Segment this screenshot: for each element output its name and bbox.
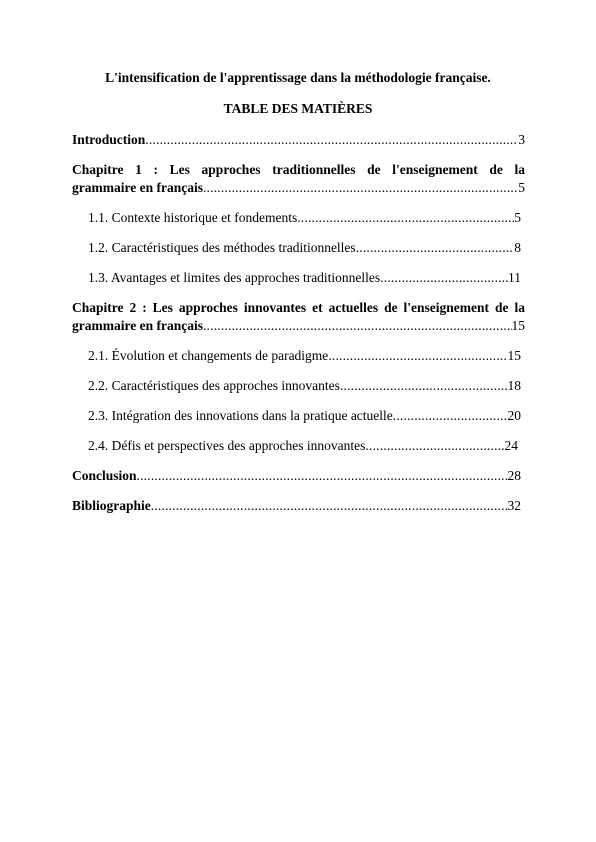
toc-entry-label: Conclusion xyxy=(72,468,137,483)
toc-entry-chapter2[interactable] xyxy=(72,317,525,335)
toc-page-number: 24 xyxy=(504,438,518,453)
toc-entry-label: 2.4. Défis et perspectives des approches innovantes xyxy=(88,438,366,453)
toc-entry-2-4[interactable] xyxy=(88,437,518,455)
toc-heading: TABLE DES MATIÈRES xyxy=(223,101,373,116)
toc-dot-leader xyxy=(393,407,508,425)
toc-dot-leader xyxy=(340,377,508,395)
toc-entry-label: Introduction xyxy=(72,132,146,147)
toc-dot-leader xyxy=(151,497,508,515)
toc-dot-leader xyxy=(137,467,508,485)
toc-entry-chapter1[interactable] xyxy=(72,179,525,197)
toc-dot-leader xyxy=(356,239,515,257)
toc-entry-label: 2.2. Caractéristiques des approches innovantes xyxy=(88,378,340,393)
toc-entry-2-2[interactable] xyxy=(88,377,521,395)
toc-entry-label: 2.3. Intégration des innovations dans la pratique actuelle xyxy=(88,408,393,423)
toc-entry-bibliography[interactable] xyxy=(72,497,521,515)
toc-page-number: 15 xyxy=(511,318,525,333)
toc-dot-leader xyxy=(203,317,512,335)
toc-entry-1-2[interactable] xyxy=(88,239,521,257)
toc-page-number: 11 xyxy=(508,270,521,285)
toc-page-number: 5 xyxy=(518,180,525,195)
toc-page-number: 15 xyxy=(507,348,521,363)
toc-entry-label: 1.1. Contexte historique et fondements xyxy=(88,210,298,225)
toc-entry-label: 1.3. Avantages et limites des approches traditionnelles xyxy=(88,270,381,285)
toc-chapter2-title[interactable]: Chapitre 2 : Les approches innovantes et actuelles de l'enseignement de la xyxy=(72,300,525,315)
toc-page-number: 5 xyxy=(514,210,521,225)
toc-entry-label: Bibliographie xyxy=(72,498,151,513)
toc-entry-label: 2.1. Évolution et changements de paradigme xyxy=(88,348,329,363)
toc-page-number: 28 xyxy=(507,468,521,483)
toc-page-number: 32 xyxy=(507,498,521,513)
toc-page-number: 3 xyxy=(518,132,525,147)
toc-entry-1-1[interactable] xyxy=(88,209,521,227)
toc-dot-leader xyxy=(365,437,504,455)
toc-dot-leader xyxy=(145,131,518,149)
toc-dot-leader xyxy=(328,347,507,365)
toc-page-number: 20 xyxy=(507,408,521,423)
toc-entry-2-1[interactable] xyxy=(88,347,521,365)
document-title: L'intensification de l'apprentissage dans la méthodologie française. xyxy=(105,70,491,85)
toc-chapter1-title[interactable]: Chapitre 1 : Les approches traditionnelles de l'enseignement de la xyxy=(72,162,525,177)
toc-dot-leader xyxy=(297,209,514,227)
toc-entry-1-3[interactable] xyxy=(88,269,521,287)
toc-entry-label: grammaire en français xyxy=(72,318,203,333)
toc-entry-introduction[interactable] xyxy=(72,131,525,149)
toc-dot-leader xyxy=(380,269,508,287)
toc-entry-label: 1.2. Caractéristiques des méthodes traditionnelles xyxy=(88,240,356,255)
toc-entry-2-3[interactable] xyxy=(88,407,521,425)
toc-page-number: 8 xyxy=(514,240,521,255)
toc-dot-leader xyxy=(203,179,518,197)
toc-entry-label: grammaire en français xyxy=(72,180,203,195)
toc-entry-conclusion[interactable] xyxy=(72,467,521,485)
toc-page-number: 18 xyxy=(507,378,521,393)
